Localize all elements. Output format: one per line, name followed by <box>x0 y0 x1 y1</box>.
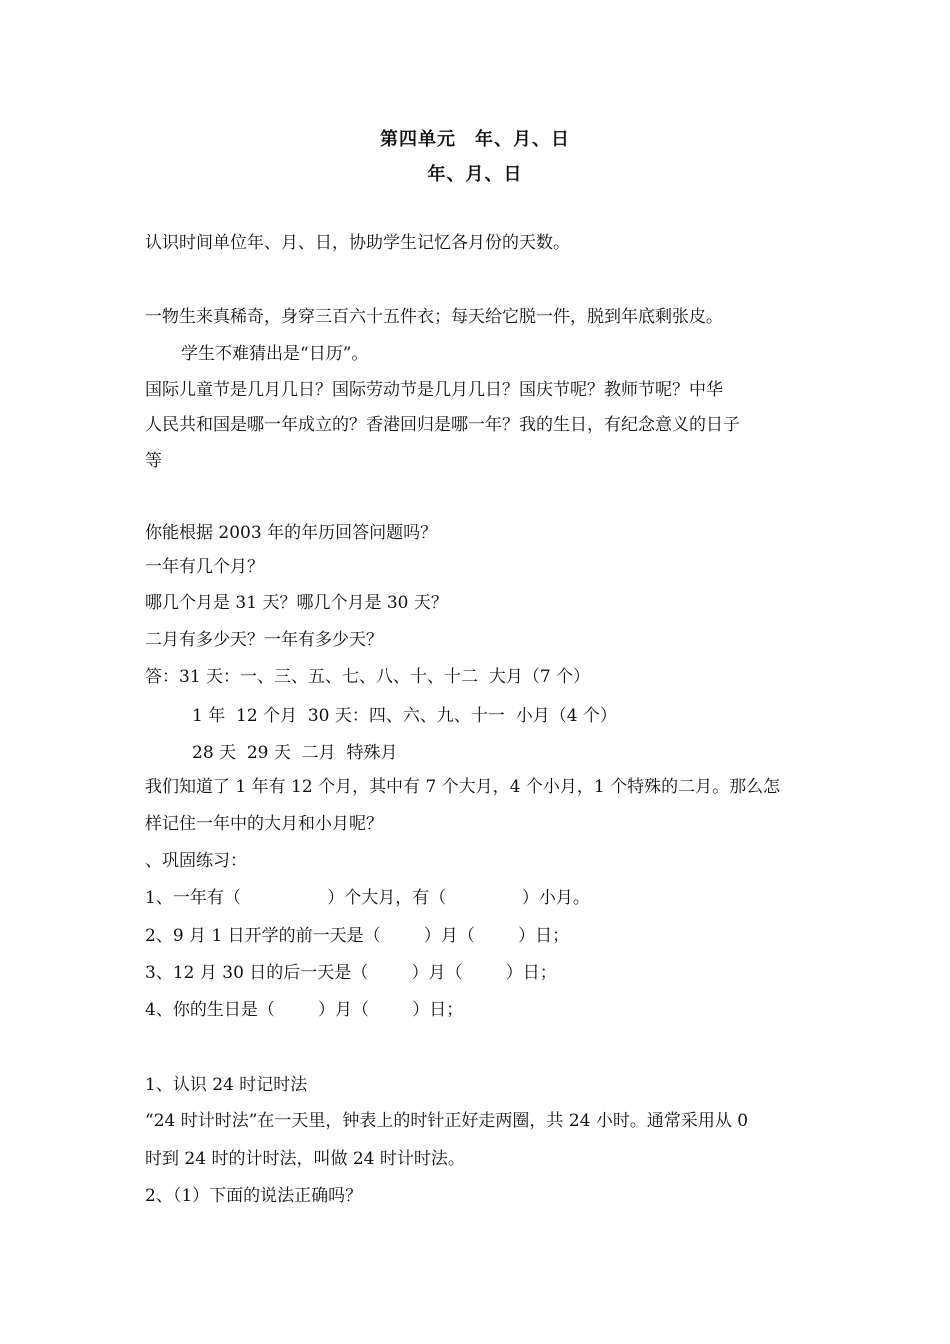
answer-line-1: 答：31 天：一、三、五、七、八、十、十二 大月（7 个） <box>145 667 591 687</box>
question-line-2: 人民共和国是哪一年成立的？香港回归是哪一年？我的生日，有纪念意义的日子 <box>145 415 740 435</box>
question-line-1: 国际儿童节是几月几日？国际劳动节是几月几日？国庆节呢？教师节呢？中华 <box>145 380 723 400</box>
exercise-heading: 、巩固练习： <box>145 851 247 871</box>
answer-line-2: 1 年 12 个月 30 天：四、六、九、十一 小月（4 个） <box>192 706 617 726</box>
calendar-question-1: 一年有几个月？ <box>145 557 264 577</box>
lesson-title: 年、月、日 <box>427 164 523 185</box>
calendar-prompt-line: 你能根据 2003 年的年历回答问题吗？ <box>145 523 438 543</box>
section-24h-heading: 1、认识 24 时记时法 <box>145 1075 308 1095</box>
section-24h-question: 2、（1）下面的说法正确吗？ <box>145 1186 363 1206</box>
summary-line-2: 样记住一年中的大月和小月呢？ <box>145 814 383 834</box>
exercise-item-2: 2、9 月 1 日开学的前一天是（ ）月（ ）日； <box>145 926 570 946</box>
summary-line-1: 我们知道了 1 年有 12 个月，其中有 7 个大月，4 个小月，1 个特殊的二月。那么怎 <box>145 777 781 797</box>
objective-line: 认识时间单位年、月、日，协助学生记忆各月份的天数。 <box>145 233 570 253</box>
section-24h-text-1: “24 时计时法”在一天里，钟表上的时针正好走两圈，共 24 小时。通常采用从 0 <box>145 1111 749 1131</box>
calendar-question-2: 哪几个月是 31 天？哪几个月是 30 天？ <box>145 593 448 613</box>
section-24h-text-2: 时到 24 时的计时法，叫做 24 时计时法。 <box>145 1149 465 1169</box>
question-line-3: 等 <box>145 451 162 471</box>
riddle-line: 一物生来真稀奇，身穿三百六十五件衣；每天给它脱一件，脱到年底剩张皮。 <box>145 307 723 327</box>
exercise-item-4: 4、你的生日是（ ）月（ ）日； <box>145 1000 464 1020</box>
calendar-question-3: 二月有多少天？一年有多少天？ <box>145 630 383 650</box>
answer-line-3: 28 天 29 天 二月 特殊月 <box>192 743 398 763</box>
unit-title: 第四单元 年、月、日 <box>380 129 570 150</box>
riddle-answer-line: 学生不难猜出是“日历”。 <box>181 344 369 364</box>
exercise-item-1: 1、一年有（ ）个大月，有（ ）小月。 <box>145 888 590 908</box>
exercise-item-3: 3、12 月 30 日的后一天是（ ）月（ ）日； <box>145 963 557 983</box>
